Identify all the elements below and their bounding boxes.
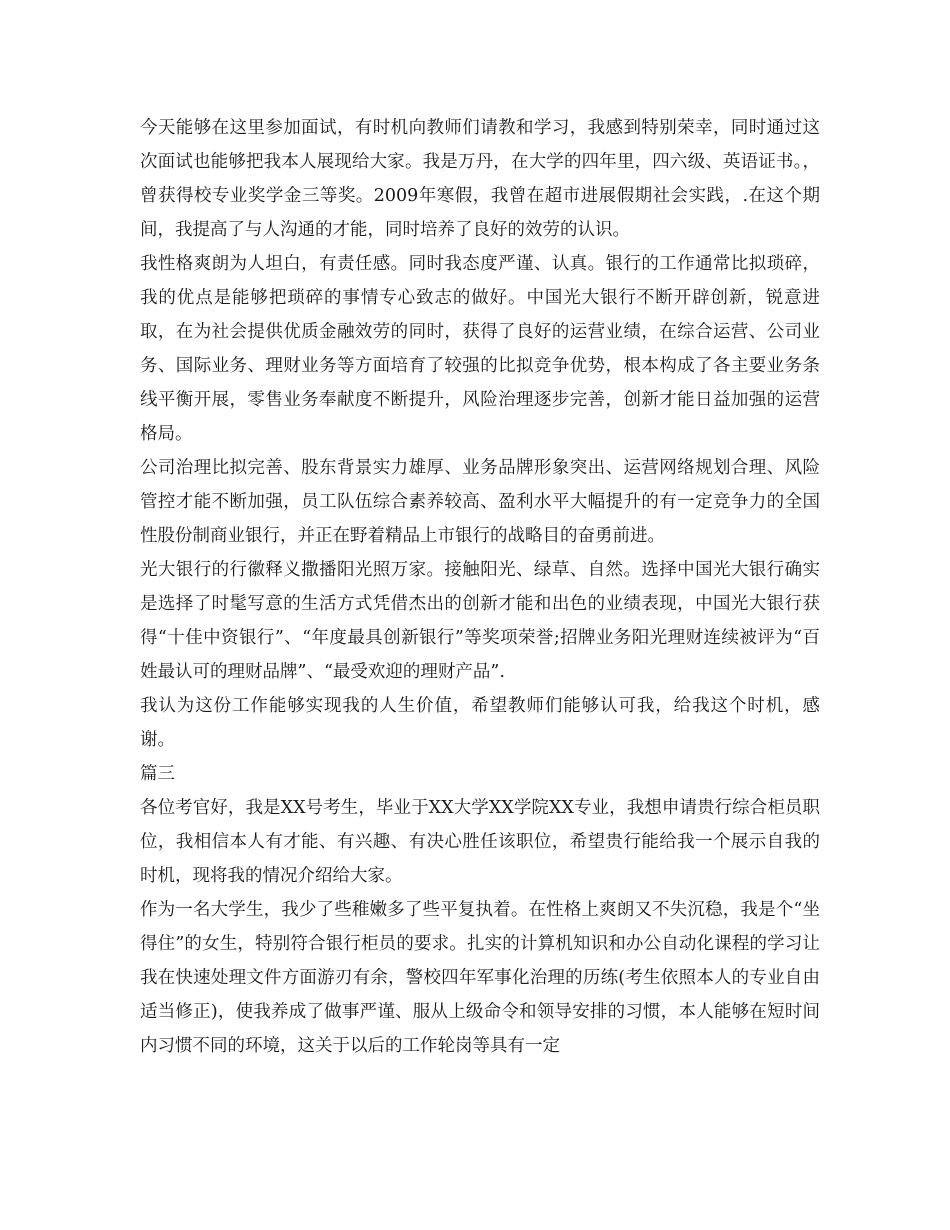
paragraph-section-intro: 各位考官好，我是XX号考生，毕业于XX大学XX学院XX专业，我想申请贵行综合柜员职位，我相信本人有才能、有兴趣、有决心胜任该职位，希望贵行能给我一个展示自我的时机，现将我的情况介绍给大家。 [140,798,820,886]
document-body [140,111,820,1063]
paragraph-section-body: 作为一名大学生，我少了些稚嫩多了些平复执着。在性格上爽朗又不失沉稳，我是个“坐得住”的女生，特别符合银行柜员的要求。扎实的计算机知识和办公自动化课程的学习让我在快速处理文件方面游刃有余，警校四年军事化治理的历练(考生依照本人的专业自由适当修正)，使我养成了做事严谨、服从上级命令和领导安排的习惯，本人能够在短时间内习惯不同的环境，这关于以后的工作轮岗等具有一定 [140,900,820,1056]
section-heading: 篇三 [140,764,175,784]
paragraph-closing: 我认为这份工作能够实现我的人生价值，希望教师们能够认可我，给我这个时机，感谢。 [140,696,820,750]
paragraph-intro: 今天能够在这里参加面试，有时机向教师们请教和学习，我感到特别荣幸，同时通过这次面试也能够把我本人展现给大家。我是万丹，在大学的四年里，四六级、英语证书。，曾获得校专业奖学金三等奖。2009年寒假，我曾在超市进展假期社会实践，.在这个期间，我提高了与人沟通的才能，同时培养了良好的效劳的认识。 [140,118,820,240]
paragraph-company: 公司治理比拟完善、股东背景实力雄厚、业务品牌形象突出、运营网络规划合理、风险管控才能不断加强，员工队伍综合素养较高、盈利水平大幅提升的有一定竞争力的全国性股份制商业银行，并正在野着精品上市银行的战略目的奋勇前进。 [140,458,820,546]
paragraph-logo: 光大银行的行徽释义撒播阳光照万家。接触阳光、绿草、自然。选择中国光大银行确实是选择了时髦写意的生活方式凭借杰出的创新才能和出色的业绩表现，中国光大银行获得“十佳中资银行”、“年度最具创新银行”等奖项荣誉;招牌业务阳光理财连续被评为“百姓最认可的理财品牌”、“最受欢迎的理财产品”. [140,560,820,682]
paragraph-personality: 我性格爽朗为人坦白，有责任感。同时我态度严谨、认真。银行的工作通常比拟琐碎，我的优点是能够把琐碎的事情专心致志的做好。中国光大银行不断开辟创新，锐意进取，在为社会提供优质金融效劳的同时，获得了良好的运营业绩，在综合运营、公司业务、国际业务、理财业务等方面培育了较强的比拟竞争优势，根本构成了各主要业务条线平衡开展，零售业务奉献度不断提升，风险治理逐步完善，创新才能日益加强的运营格局。 [140,254,820,444]
